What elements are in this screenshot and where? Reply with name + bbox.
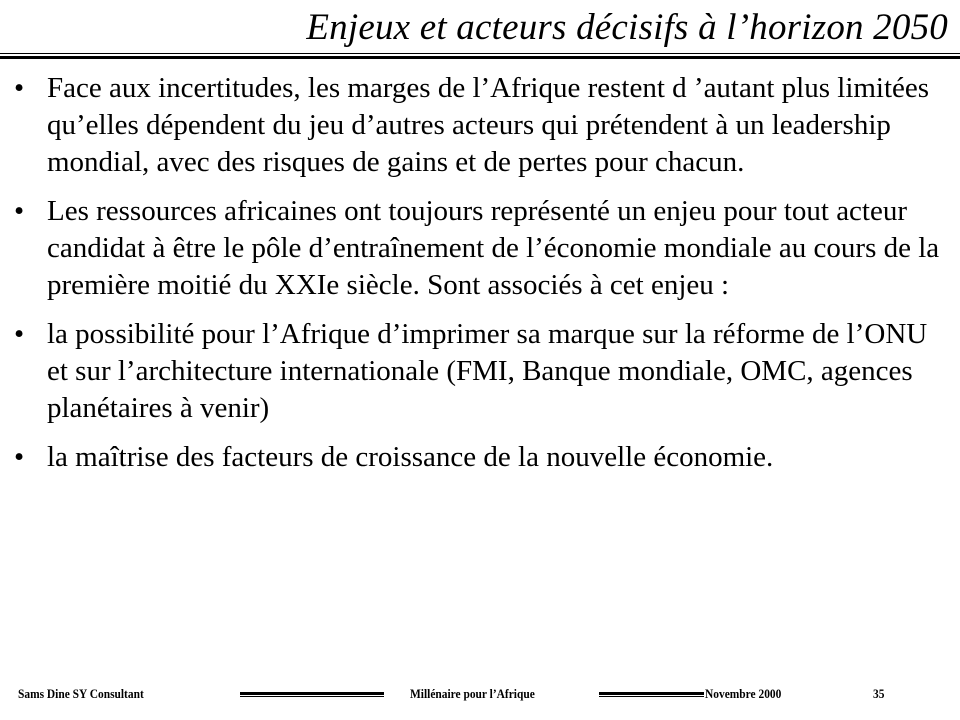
footer-divider-left xyxy=(240,692,384,698)
title-underline-thin xyxy=(0,53,960,54)
bullet-item xyxy=(12,316,942,427)
bullet-item xyxy=(12,439,942,476)
slide-title: Enjeux et acteurs décisifs à l’horizon 2050 xyxy=(306,7,948,48)
footer-date: Novembre 2000 xyxy=(705,686,782,701)
bullet-dot-icon: • xyxy=(14,441,25,473)
bullet-text: la maîtrise des facteurs de croissance de la nouvelle économie. xyxy=(47,441,774,473)
bullet-dot-icon: • xyxy=(14,72,25,104)
footer-divider-thick xyxy=(599,692,704,695)
footer-divider-thin xyxy=(240,696,384,697)
title-underline xyxy=(0,53,960,59)
bullet-text: Les ressources africaines ont toujours représenté un enjeu pour tout acteur candidat à être le pôle d’entraînement de l’économie mondiale au cours de la première moitié du XXIe siècle. Sont associés à cet enjeu : xyxy=(47,195,940,301)
footer-center-text: Millénaire pour l’Afrique xyxy=(410,686,535,701)
footer-author: Sams Dine SY Consultant xyxy=(18,686,144,701)
bullet-dot-icon: • xyxy=(14,318,25,350)
bullet-text: la possibilité pour l’Afrique d’imprimer sa marque sur la réforme de l’ONU et sur l’architecture internationale (FMI, Banque mondiale, OMC, agences planétaires à venir) xyxy=(47,318,928,424)
bullet-item xyxy=(12,70,942,181)
bullet-dot-icon: • xyxy=(14,195,25,227)
footer-page-number: 35 xyxy=(873,686,885,701)
footer-divider-thick xyxy=(240,692,384,695)
bullet-text: Face aux incertitudes, les marges de l’Afrique restent d ’autant plus limitées qu’elles dépendent du jeu d’autres acteurs qui prétendent à un leadership mondial, avec des risques de gains et de pertes pour chacun. xyxy=(47,72,930,178)
slide-footer xyxy=(0,686,960,706)
footer-divider-thin xyxy=(599,696,704,697)
footer-divider-right xyxy=(599,692,704,698)
bullet-item xyxy=(12,193,942,304)
title-underline-thick xyxy=(0,56,960,59)
bullet-list xyxy=(12,70,942,488)
